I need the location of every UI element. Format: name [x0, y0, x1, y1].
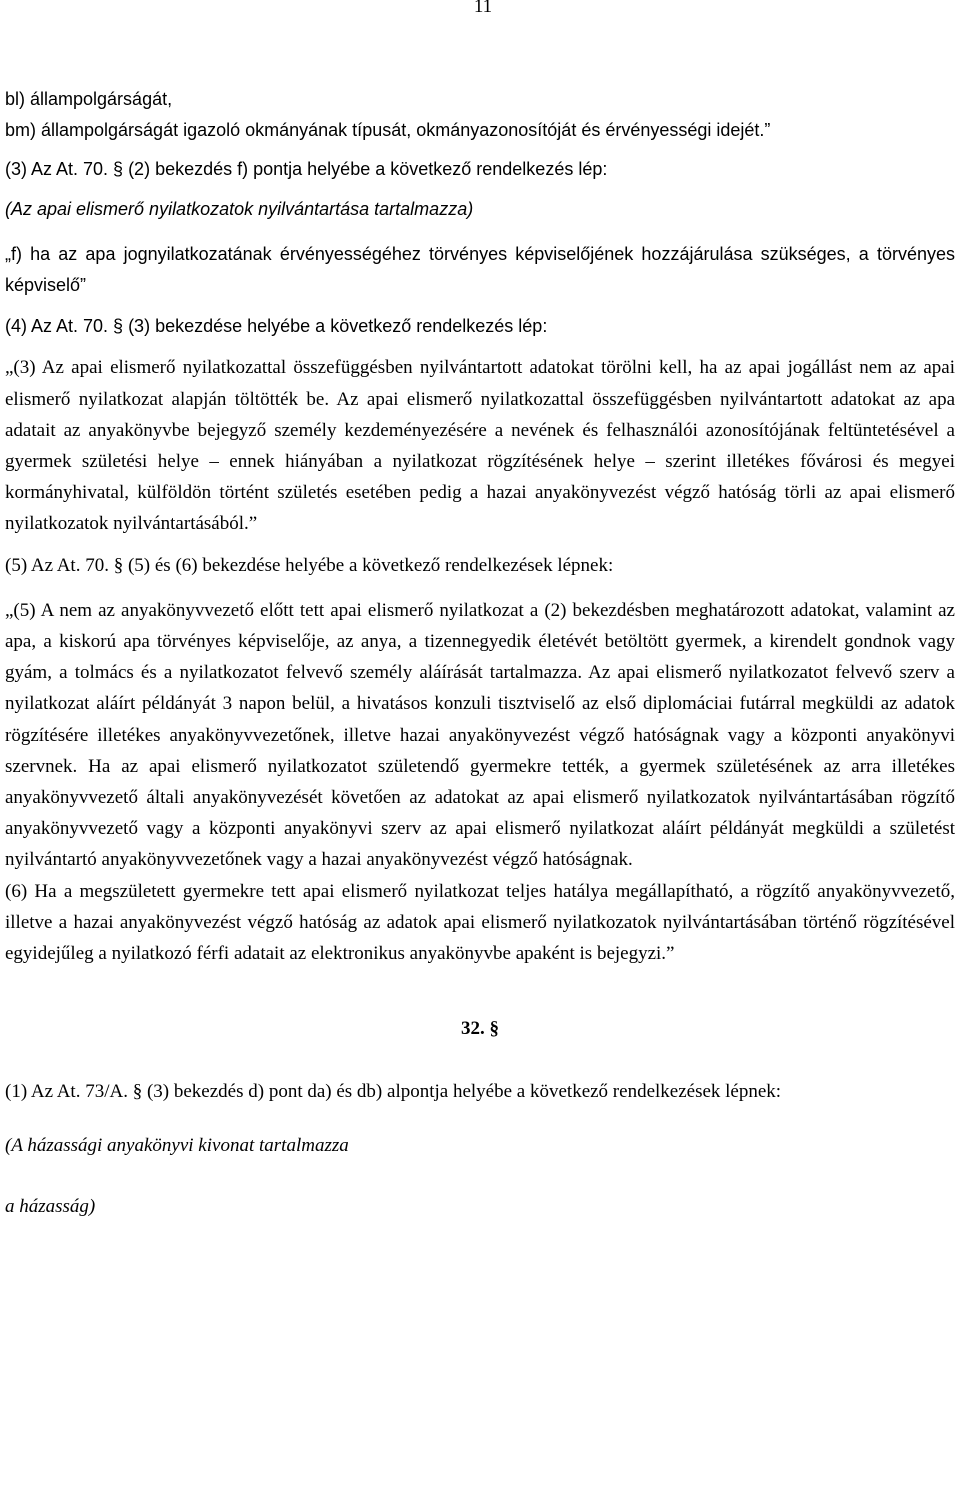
- paragraph-context-marriage: (A házassági anyakönyvi kivonat tartalmazza: [5, 1134, 349, 1156]
- paragraph-section-5: „(5) A nem az anyakönyvvezető előtt tett apai elismerő nyilatkozat a (2) bekezdésben meghatározott adatokat, valamint az apa, a kiskorú apa törvényes képviselője, az anya, a tizennegyedik életévét betöltött gyermek, a kirendelt gondnok vagy gyám, a tolmács és a nyilatkozatot felvevő személy aláírását tartalmazza. Az apai elismerő nyilatkozatot felvevő szerv a nyilatkozat aláírt példányát 3 napon belül, a hivatásos konzuli tisztviselő az első diplomáciai futárral megküldi az adatok rögzítésére illetékes anyakönyvvezetőnek, illetve hazai anyakönyvezést végző hatóságnak vagy a központi anyakönyvi szervnek. Ha az apai elismerő nyilatkozatot születendő gyermekre tették, a gyermek születésének az arra illetékes anyakönyvvezető általi anyakönyvezését követően az adatokat az apai elismerő nyilatkozatok nyilvántartásában rögzítő anyakönyvvezető vagy a központi anyakönyvi szerv az apai elismerő nyilatkozat aláírt példányát megküldi a születést nyilvántartó anyakönyvvezetőnek vagy a hazai anyakönyvezést végző hatóságnak.: [5, 599, 955, 871]
- paragraph-marriage: a házasság): [5, 1195, 96, 1217]
- paragraph-bm: bm) állampolgárságát igazoló okmányának típusát, okmányazonosítóját és érvényességi idejét.”: [5, 120, 771, 141]
- paragraph-amendment-3: (3) Az At. 70. § (2) bekezdés f) pontja helyébe a következő rendelkezés lép:: [5, 159, 608, 180]
- paragraph-amendment-32-1: (1) Az At. 73/A. § (3) bekezdés d) pont da) és db) alpontja helyébe a következő rendelkezések lépnek:: [5, 1081, 782, 1103]
- paragraph-section-6: (6) Ha a megszületett gyermekre tett apai elismerő nyilatkozat teljes hatálya megállapítható, a rögzítő anyakönyvvezető, illetve a hazai anyakönyvezést végző hatóság az adatok apai elismerő nyilatkozatok nyilvántartásában történő rögzítésével egyidejűleg a nyilatkozó férfi adatait az elektronikus anyakönyvbe apaként is bejegyzi.”: [5, 880, 955, 965]
- page-number: 11: [473, 0, 493, 17]
- paragraph-context-intro: (Az apai elismerő nyilatkozatok nyilvántartása tartalmazza): [5, 198, 474, 219]
- paragraph-point-f: „f) ha az apa jognyilatkozatának érvényességéhez törvényes képviselőjének hozzájárulása szükséges, a törvényes képviselő”: [5, 243, 955, 296]
- section-heading: 32. §: [461, 1018, 499, 1040]
- document-body: [5, 84, 955, 1222]
- paragraph-amendment-4: (4) Az At. 70. § (3) bekezdése helyébe a következő rendelkezés lép:: [5, 316, 548, 337]
- paragraph-amendment-5: (5) Az At. 70. § (5) és (6) bekezdése helyébe a következő rendelkezések lépnek:: [5, 554, 614, 576]
- paragraph-bl: bl) állampolgárságát,: [5, 89, 173, 109]
- paragraph-section-3: „(3) Az apai elismerő nyilatkozattal összefüggésben nyilvántartott adatokat törölni kell, ha az apai jogállást nem az apai elismerő nyilatkozat alapján töltötték be. Az apai elismerő nyilatkozattal összefüggésben nyilvántartott adatokat az apa adatait az anyakönyvbe bejegyző személy kezdeményezésére a nevének és felhasználói azonosítójának feltüntetésével a gyermek születési helye – ennek hiányában a nyilatkozat rögzítésének helye – szerint illetékes fővárosi és megyei kormányhivatal, külföldön történt születés esetében pedig a hazai anyakönyvezést végző hatóság törli az apai elismerő nyilatkozatok nyilvántartásából.”: [5, 357, 955, 535]
